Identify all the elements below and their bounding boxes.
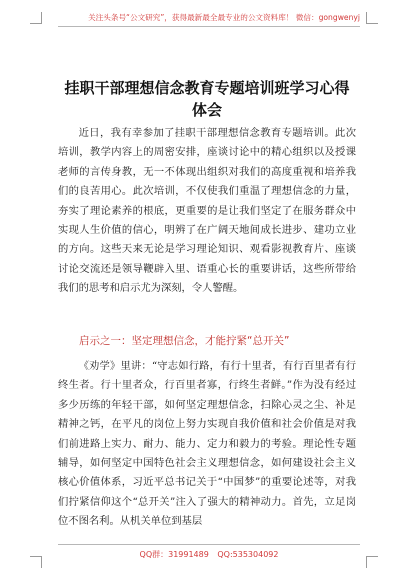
crop-mark-bottom-left	[30, 556, 42, 568]
footer-qq-group: QQ群：31991489	[139, 550, 209, 559]
crop-mark-top-right	[366, 12, 378, 24]
footer-qq: QQ:535304092	[217, 550, 279, 559]
footer-divider	[58, 544, 360, 545]
header-note: 关注头条号“公文研究”，获得最新最全最专业的公文资料库！ 微信：gongwenyj	[88, 13, 360, 22]
paragraph-intro: 近日，我有幸参加了挂职干部理想信念教育专题培训。此次培训，教学内容上的周密安排，座谈讨论中的精心组织以及授课老师的言传身教，无一不体现出组织对我们的高度重视和培养我们的良苦用心。此次培训，不仅使我们重温了理想信念的力量，夯实了理论素养的根底，更重要的是让我们坚定了在服务群众中实现人生价值的信心，明辨了在广阔天地间成长进步、建功立业的方向。这些天来无论是学习理论知识、观看影视教育片、座谈讨论交流还是领导鞭辟入里、语重心长的重要讲话，这些所带给我们的思考和启示尤为深刻，令人警醒。	[58, 127, 356, 295]
footer	[58, 549, 360, 560]
crop-mark-top-left	[30, 12, 42, 24]
section-heading: 启示之一：坚定理想信念，才能拧紧“总开关”	[79, 335, 290, 347]
header-divider	[58, 26, 360, 27]
document-title: 挂职干部理想信念教育专题培训班学习心得体会	[64, 79, 350, 119]
paragraph-body: 《劝学》里讲：“守志如行路，有行十里者，有行百里者有行终生者。行十里者众，行百里者寡，行终生者鲜。”作为没有经过多少历练的年轻干部，如何坚定理想信念，扫除心灵之尘、补足精神之钙，在平凡的岗位上努力实现自我价值和社会价值是对我们前进路上实力、耐力、能力、定力和毅力的考验。理论性专题辅导，如何坚定中国特色社会主义理想信念，如何建设社会主义核心价值体系，习近平总书记关于“中国梦”的重要论述等，对我们拧紧信仰这个“总开关”注入了强大的精神动力。首先，立足岗位不图名利。从机关单位到基层	[58, 360, 356, 528]
crop-mark-bottom-right	[366, 556, 378, 568]
